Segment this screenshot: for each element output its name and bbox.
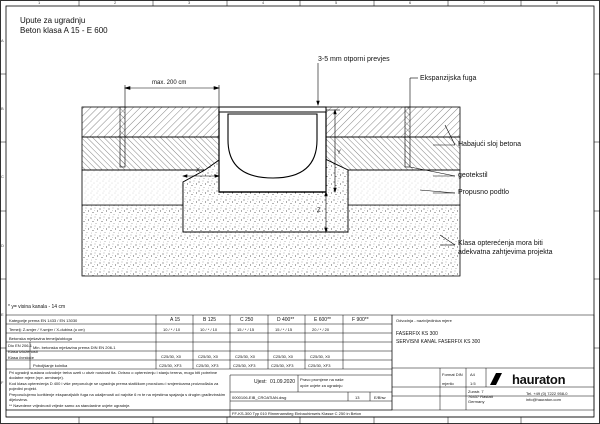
row-label: C — [1, 174, 4, 179]
scale-value: 1:5 — [470, 381, 476, 386]
spec-cell: C25/30, X0 — [310, 354, 331, 359]
spec-cell: C25/30, X0 — [235, 354, 256, 359]
spec-cell: 15 / * / 15 — [275, 327, 293, 332]
col-label: 8 — [556, 0, 559, 5]
col-label: 1 — [38, 0, 41, 5]
class-header: D 400** — [277, 317, 295, 323]
note-paragraph: Preporučujemo korištenje ekspanzijskih fuga na udaljenosti od najviše 6 m te na mjestima spajanja s drugim građevinskim dijelovima. — [9, 392, 226, 402]
spec-side-label: Dio EN 206-1 — [8, 343, 33, 348]
spec-cell: 10 / * / 10 — [163, 327, 181, 332]
col-label: 2 — [114, 0, 117, 5]
spec-cell: C25/30, XF3 — [159, 363, 182, 368]
row-label: B — [1, 106, 4, 111]
terms-note: Pravo promjene na naše — [300, 377, 344, 382]
brand-name: hauraton — [512, 372, 566, 387]
page-subtitle: Beton klasa A 15 - E 600 — [20, 26, 108, 35]
callout-overfill: 3-5 mm otporni prevjes — [318, 56, 390, 63]
class-header: C 250 — [240, 317, 254, 323]
max-width-dimension — [125, 85, 219, 107]
spec-side-label: Klasa izloženosti — [8, 349, 38, 354]
callout-geotextile: geotekstil — [458, 172, 488, 179]
class-header: E 600** — [314, 317, 331, 323]
product-description: SERVISNI KANAL FASERFIX KS 300 — [396, 339, 481, 345]
row-label: E — [1, 312, 4, 317]
format-label: Format DIN — [442, 372, 463, 377]
terms-note: opće uvjete za ugradnju — [300, 383, 343, 388]
permeable-base-layer-right — [348, 170, 460, 205]
hauraton-logo-icon — [490, 373, 510, 385]
spec-header-label: Kategorije prema EN 1433 / EN 13030 — [9, 318, 78, 323]
x-label: X — [196, 168, 201, 174]
z-label: Z — [317, 208, 321, 214]
footnote: * y= visina kanala - 14 cm — [8, 304, 66, 310]
class-header: B 125 — [203, 317, 217, 323]
drawing-caption: FF-KS-300 Typ 010 Rinnenanstieg Einbauhinweis Klasse C 250 in Beton — [232, 411, 362, 416]
callout-permeable-base: Propusno podtlo — [458, 189, 509, 196]
col-label: 5 — [335, 0, 338, 5]
designation-label: Odvodnja - naziv/jedinica mjere — [396, 318, 452, 323]
contact-line: info@hauraton.com — [526, 397, 561, 402]
spec-cell: 10 / * / 10 — [200, 327, 218, 332]
col-label: 7 — [483, 0, 486, 5]
sheet-language: E/Bhw — [374, 395, 386, 400]
sheet-number: 13 — [355, 395, 360, 400]
scale-label: mjerilo — [442, 381, 454, 386]
spec-row-label: Temelj: Z-smjer / Y-smjer / X-dubina (u cm) — [9, 327, 85, 332]
spec-side-label: Klasa čvrstoće — [8, 355, 35, 360]
wear-layer-right — [323, 107, 460, 137]
address-line: Germany — [468, 399, 485, 404]
y-label: Y — [337, 150, 342, 156]
spec-row-label: Poboljšanje kolnika — [33, 363, 68, 368]
date-value: 01.09.2020 — [270, 379, 296, 385]
col-label: 6 — [409, 0, 412, 5]
subbase-right — [323, 137, 460, 170]
expansion-joint-right — [405, 107, 410, 167]
subbase-left — [82, 137, 222, 170]
address-line: 76437 Rastatt — [468, 394, 493, 399]
spec-cell: C25/30, XF3 — [196, 363, 219, 368]
class-header: A 15 — [170, 317, 181, 323]
spec-cell: C25/30, X0 — [273, 354, 294, 359]
channel-grate — [219, 107, 326, 112]
callout-expansion-joint: Ekspanzijska fuga — [420, 75, 477, 82]
spec-cell: C25/30, XF3 — [271, 363, 294, 368]
note-paragraph: Pri ugradnji sustava odvodnje treba uzeti u obzir nosivost tla. Ovisno o opterećenju i stanju terena, mogu biti potrebne dodatne mjere (npr. armiranje). — [9, 370, 218, 380]
col-label: 3 — [188, 0, 191, 5]
expansion-joint-left — [120, 107, 125, 167]
page-title: Upute za ugradnju — [20, 16, 86, 25]
format-value: A4 — [470, 372, 475, 377]
drawing-number: 0000106-EIB_CROATIAN.dwg — [232, 395, 287, 400]
callout-load-class: adekvatna zahtjevima projekta — [458, 249, 553, 256]
spec-cell: C25/30, X0 — [161, 354, 182, 359]
date-label: Ujest: — [254, 379, 267, 385]
spec-cell: 20 / * / 20 — [312, 327, 330, 332]
address-line: Zunstr. 7 — [468, 389, 484, 394]
col-label: 4 — [262, 0, 265, 5]
max-width-label: max. 200 cm — [152, 80, 187, 86]
spec-row-label: Min. betonska mješavina prema DIN EN 206-1 — [33, 345, 116, 350]
contact-line: Tel. +49 (0) 7222 958-0 — [526, 391, 568, 396]
spec-cell: C25/30, XF3 — [308, 363, 331, 368]
callout-load-class: Klasa opterećenja mora biti — [458, 240, 543, 247]
row-label: F — [1, 380, 4, 385]
callout-wear-layer: Habajući sloj betona — [458, 141, 522, 148]
row-label: A — [1, 38, 4, 43]
class-header: F 900** — [352, 317, 369, 323]
spec-cell: 15 / * / 15 — [237, 327, 255, 332]
spec-row-label: Betonska mješavina temelja/obloga — [9, 336, 72, 341]
product-name: FASERFIX KS 300 — [396, 331, 438, 337]
row-label: D — [1, 243, 4, 248]
note-paragraph: ** Navedene vrijednosti vrijede samo za standardne uvjete ugradnje. — [9, 403, 131, 408]
wear-layer-left — [82, 107, 219, 137]
channel-trough — [228, 114, 317, 178]
spec-cell: C25/30, X0 — [198, 354, 219, 359]
spec-cell: C25/30, XF3 — [233, 363, 256, 368]
note-paragraph: Kod klasa opterećenja D 400 i više preporučuje se ugradnja prema statičkom proračunu i smjernicama proizvođača za pojedini projekt. — [9, 381, 219, 391]
